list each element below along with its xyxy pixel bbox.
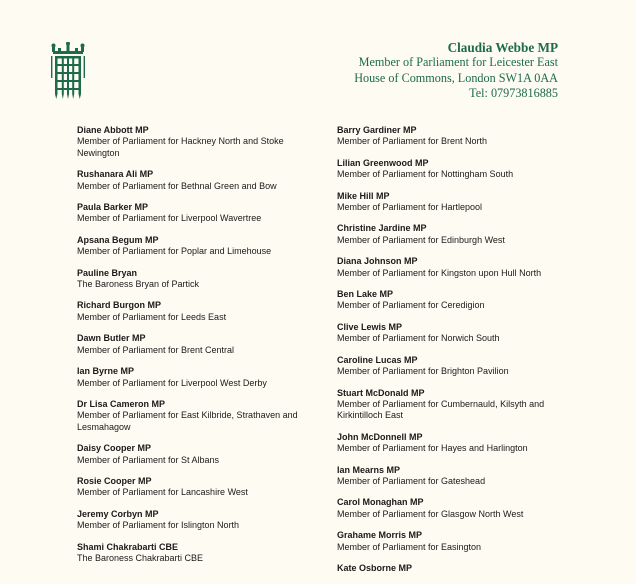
mp-address: House of Commons, London SW1A 0AA [354, 70, 558, 85]
signatory-title: Member of Parliament for Brent North [337, 136, 488, 147]
signatory-entry [337, 497, 582, 520]
signatory-name: Clive Lewis MP [337, 321, 403, 332]
mp-role: Member of Parliament for Leicester East [358, 55, 558, 70]
signatory-name: Mike Hill MP [337, 190, 390, 201]
signatories-left-column [77, 125, 317, 574]
signatory-name: Ian Byrne MP [77, 366, 135, 377]
signatory-name: Paula Barker MP [77, 202, 149, 213]
signatory-name: Christine Jardine MP [337, 223, 427, 234]
signatory-entry [337, 432, 582, 455]
signatory-title: Member of Parliament for Ceredigion [337, 300, 485, 311]
signatory-entry [77, 235, 317, 258]
signatory-title: Member of Parliament for Nottingham South [337, 169, 514, 180]
signatory-name: Dawn Butler MP [77, 333, 146, 344]
signatory-title: Member of Parliament for Easington [337, 541, 482, 552]
signatory-entry [337, 530, 582, 553]
signatory-title: Member of Parliament for Liverpool Wavertree [77, 213, 262, 224]
signatory-entry [77, 202, 317, 225]
signatory-name: John McDonnell MP [337, 431, 423, 442]
signatory-name: Rosie Cooper MP [77, 475, 152, 486]
signatory-entry [77, 509, 317, 532]
signatory-name: Shami Chakrabarti CBE [77, 541, 179, 552]
signatory-name: Ben Lake MP [337, 289, 394, 300]
signatory-entry [77, 268, 317, 291]
signatory-entry [337, 289, 582, 312]
signatory-name: Daisy Cooper MP [77, 443, 152, 454]
signatory-name: Dr Lisa Cameron MP [77, 398, 166, 409]
signatory-entry [77, 366, 317, 389]
signatory-name: Richard Burgon MP [77, 300, 162, 311]
signatory-title: The Baroness Bryan of Partick [77, 279, 200, 290]
mp-phone: Tel: 07973816885 [469, 85, 558, 100]
signatory-entry [337, 322, 582, 345]
signatory-entry [77, 542, 317, 565]
signatory-name: Rushanara Ali MP [77, 169, 154, 180]
signatory-title: Member of Parliament for Hayes and Harlington [337, 443, 528, 454]
letterhead [354, 40, 558, 101]
signatory-entry [337, 563, 582, 574]
signatory-title: Member of Parliament for Brighton Pavilion [337, 366, 509, 377]
signatory-entry [337, 158, 582, 181]
signatory-title: The Baroness Chakrabarti CBE [77, 552, 204, 563]
signatory-title: Member of Parliament for Poplar and Limehouse [77, 246, 272, 257]
signatory-name: Caroline Lucas MP [337, 354, 418, 365]
signatory-entry [77, 476, 317, 499]
signatory-title: Member of Parliament for Leeds East [77, 311, 227, 322]
signatory-entry [337, 125, 582, 148]
signatory-name: Diane Abbott MP [77, 125, 149, 135]
signatory-entry [77, 125, 317, 159]
signatory-title: Member of Parliament for Glasgow North West [337, 508, 524, 519]
signatory-entry [77, 399, 317, 433]
signatory-title: Member of Parliament for Hartlepool [337, 202, 483, 213]
signatory-title: Member of Parliament for Hackney North and Stoke Newington [77, 136, 284, 158]
signatory-title: Member of Parliament for Gateshead [337, 475, 486, 486]
signatory-entry [337, 388, 582, 422]
signatory-name: Kate Osborne MP [337, 562, 413, 573]
signatory-name: Jeremy Corbyn MP [77, 508, 159, 519]
signatory-entry [77, 443, 317, 466]
signatory-entry [337, 465, 582, 488]
signatory-title: Member of Parliament for Lancashire West [77, 487, 248, 498]
mp-name: Claudia Webbe MP [447, 40, 558, 55]
signatory-title: Member of Parliament for Bethnal Green and Bow [77, 180, 277, 191]
signatory-name: Pauline Bryan [77, 267, 138, 278]
signatory-entry [337, 191, 582, 214]
signatories-right-column [337, 125, 582, 584]
signatory-name: Diana Johnson MP [337, 256, 418, 267]
signatory-entry [337, 256, 582, 279]
signatory-entry [337, 355, 582, 378]
signatory-name: Lilian Greenwood MP [337, 157, 429, 168]
signatory-title: Member of Parliament for East Kilbride, Strathaven and Lesmahagow [77, 410, 298, 432]
signatory-title: Member of Parliament for Kingston upon Hull North [337, 267, 542, 278]
signatory-name: Grahame Morris MP [337, 530, 423, 541]
signatory-entry [77, 300, 317, 323]
signatory-entry [77, 333, 317, 356]
signatory-name: Carol Monaghan MP [337, 497, 424, 508]
signatory-title: Member of Parliament for Cumbernauld, Kilsyth and Kirkintilloch East [337, 398, 545, 421]
signatory-title: Member of Parliament for Liverpool West Derby [77, 377, 267, 388]
signatory-entry [337, 223, 582, 246]
signatory-title: Member of Parliament for Brent Central [77, 344, 235, 355]
signatory-entry [77, 169, 317, 192]
signatory-title: Member of Parliament for Norwich South [337, 333, 500, 344]
signatory-name: Stuart McDonald MP [337, 387, 425, 398]
signatory-title: Member of Parliament for Edinburgh West [337, 234, 505, 245]
signatory-name: Ian Mearns MP [337, 464, 401, 475]
signatory-name: Barry Gardiner MP [337, 125, 417, 135]
signatory-name: Apsana Begum MP [77, 234, 159, 245]
signatory-title: Member of Parliament for Islington North [77, 520, 240, 531]
signatory-title: Member of Parliament for St Albans [77, 454, 220, 465]
portcullis-icon [49, 42, 87, 102]
